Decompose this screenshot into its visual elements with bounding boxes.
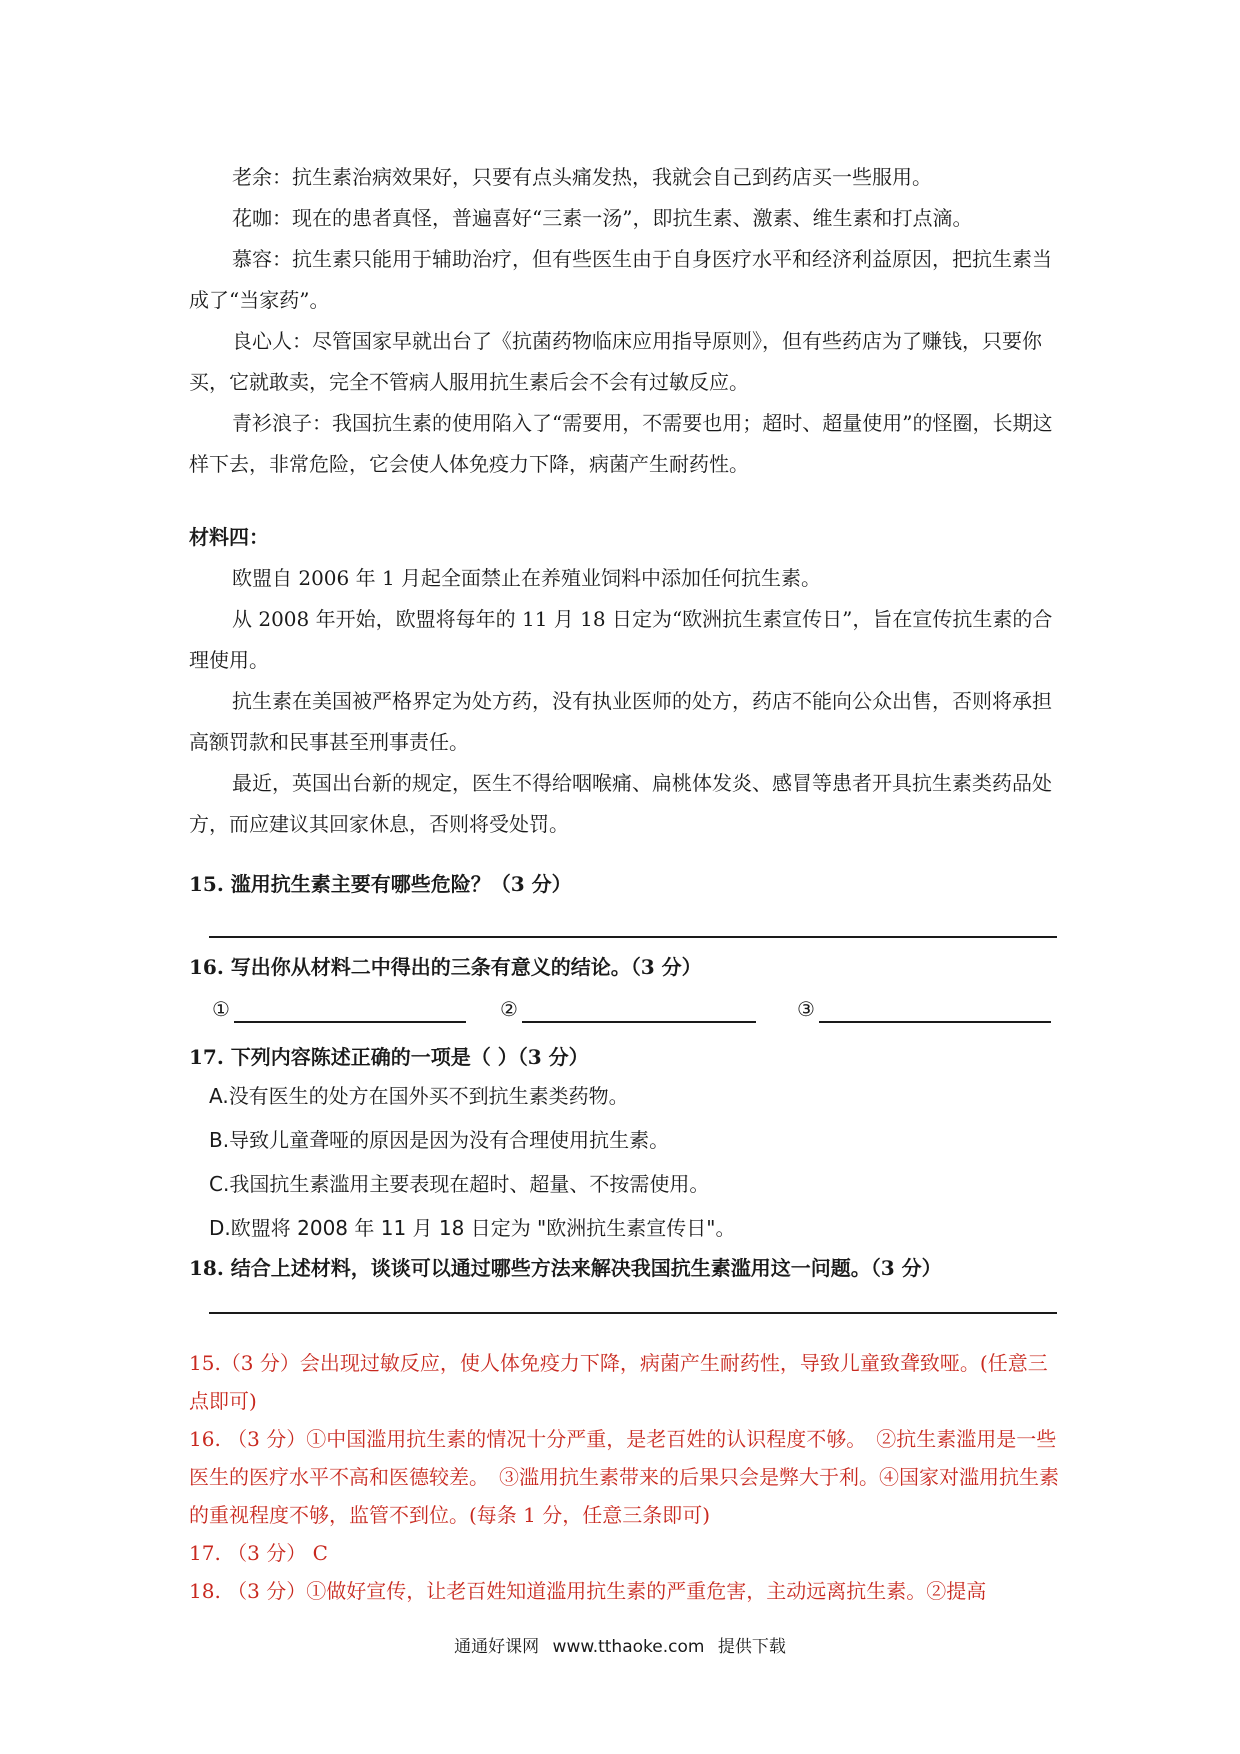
question-17-option-c[interactable]: C.我国抗生素滥用主要表现在超时、超量、不按需使用。: [209, 1172, 710, 1196]
footer-site-name: 通通好课网: [454, 1637, 540, 1657]
footer-url-link[interactable]: www.tthaoke.com: [552, 1637, 705, 1657]
blank-line-2[interactable]: [522, 997, 756, 1023]
dialogue-huaka: 花咖：现在的患者真怪，普遍喜好“三素一汤”，即抗生素、激素、维生素和打点滴。: [232, 206, 973, 230]
material4-para-usa: 抗生素在美国被严格界定为处方药，没有执业医师的处方，药店不能向公众出售，否则将承担高额罚款和民事甚至刑事责任。: [189, 689, 1052, 754]
answer-18: 18. （3 分）①做好宣传，让老百姓知道滥用抗生素的严重危害，主动远离抗生素。②提高: [189, 1579, 987, 1603]
page-footer: [0, 1632, 1240, 1657]
question-18: 18. 结合上述材料，谈谈可以通过哪些方法来解决我国抗生素滥用这一问题。（3 分）: [189, 1256, 942, 1280]
question-17: 17. 下列内容陈述正确的一项是（ ）（3 分）: [189, 1045, 589, 1069]
blank-number-2: ②: [500, 997, 518, 1021]
question-16: 16. 写出你从材料二中得出的三条有意义的结论。（3 分）: [189, 955, 702, 979]
question-15-answer-line[interactable]: [209, 936, 1057, 938]
answer-16: 16. （3 分）①中国滥用抗生素的情况十分严重，是老百姓的认识程度不够。 ②抗生素滥用是一些医生的医疗水平不高和医德较差。 ③滥用抗生素带来的后果只会是弊大于利。④国家对滥用抗生素的重视程度不够，监管不到位。(每条 1 分，任意三条即可): [189, 1427, 1059, 1527]
blank-number-3: ③: [797, 997, 815, 1021]
question-16-blank-3[interactable]: [797, 993, 1051, 1023]
material4-para-uk: 最近，英国出台新的规定，医生不得给咽喉痛、扁桃体发炎、感冒等患者开具抗生素类药品处方，而应建议其回家休息，否则将受处罚。: [189, 771, 1052, 836]
question-17-option-a[interactable]: A.没有医生的处方在国外买不到抗生素类药物。: [209, 1084, 629, 1108]
material4-heading: 材料四：: [189, 525, 269, 549]
question-15: 15. 滥用抗生素主要有哪些危险？（3 分）: [189, 872, 572, 896]
question-16-blank-1[interactable]: [212, 993, 466, 1023]
question-17-option-d[interactable]: D.欧盟将 2008 年 11 月 18 日定为 "欧洲抗生素宣传日"。: [209, 1216, 736, 1240]
material4-para-eu2006: 欧盟自 2006 年 1 月起全面禁止在养殖业饲料中添加任何抗生素。: [232, 566, 822, 590]
answer-17: 17. （3 分） C: [189, 1541, 328, 1565]
footer-suffix: 提供下载: [717, 1637, 786, 1657]
blank-line-3[interactable]: [819, 997, 1051, 1023]
dialogue-murong: 慕容：抗生素只能用于辅助治疗，但有些医生由于自身医疗水平和经济利益原因，把抗生素当成了“当家药”。: [189, 247, 1052, 312]
question-16-blank-2[interactable]: [500, 993, 756, 1023]
question-18-answer-line[interactable]: [209, 1312, 1057, 1314]
question-17-option-b[interactable]: B.导致儿童聋哑的原因是因为没有合理使用抗生素。: [209, 1128, 670, 1152]
blank-line-1[interactable]: [234, 997, 466, 1023]
material4-para-eu2008: 从 2008 年开始，欧盟将每年的 11 月 18 日定为“欧洲抗生素宣传日”，旨在宣传抗生素的合理使用。: [189, 607, 1053, 672]
dialogue-laoyu: 老余：抗生素治病效果好，只要有点头痛发热，我就会自己到药店买一些服用。: [232, 165, 932, 189]
dialogue-qingshan: 青衫浪子：我国抗生素的使用陷入了“需要用，不需要也用；超时、超量使用”的怪圈，长期这样下去，非常危险，它会使人体免疫力下降，病菌产生耐药性。: [189, 411, 1053, 476]
dialogue-liangxinren: 良心人：尽管国家早就出台了《抗菌药物临床应用指导原则》，但有些药店为了赚钱，只要你买，它就敢卖，完全不管病人服用抗生素后会不会有过敏反应。: [189, 329, 1042, 394]
answer-15: 15.（3 分）会出现过敏反应，使人体免疫力下降，病菌产生耐药性，导致儿童致聋致哑。(任意三点即可): [189, 1351, 1048, 1413]
blank-number-1: ①: [212, 997, 230, 1021]
